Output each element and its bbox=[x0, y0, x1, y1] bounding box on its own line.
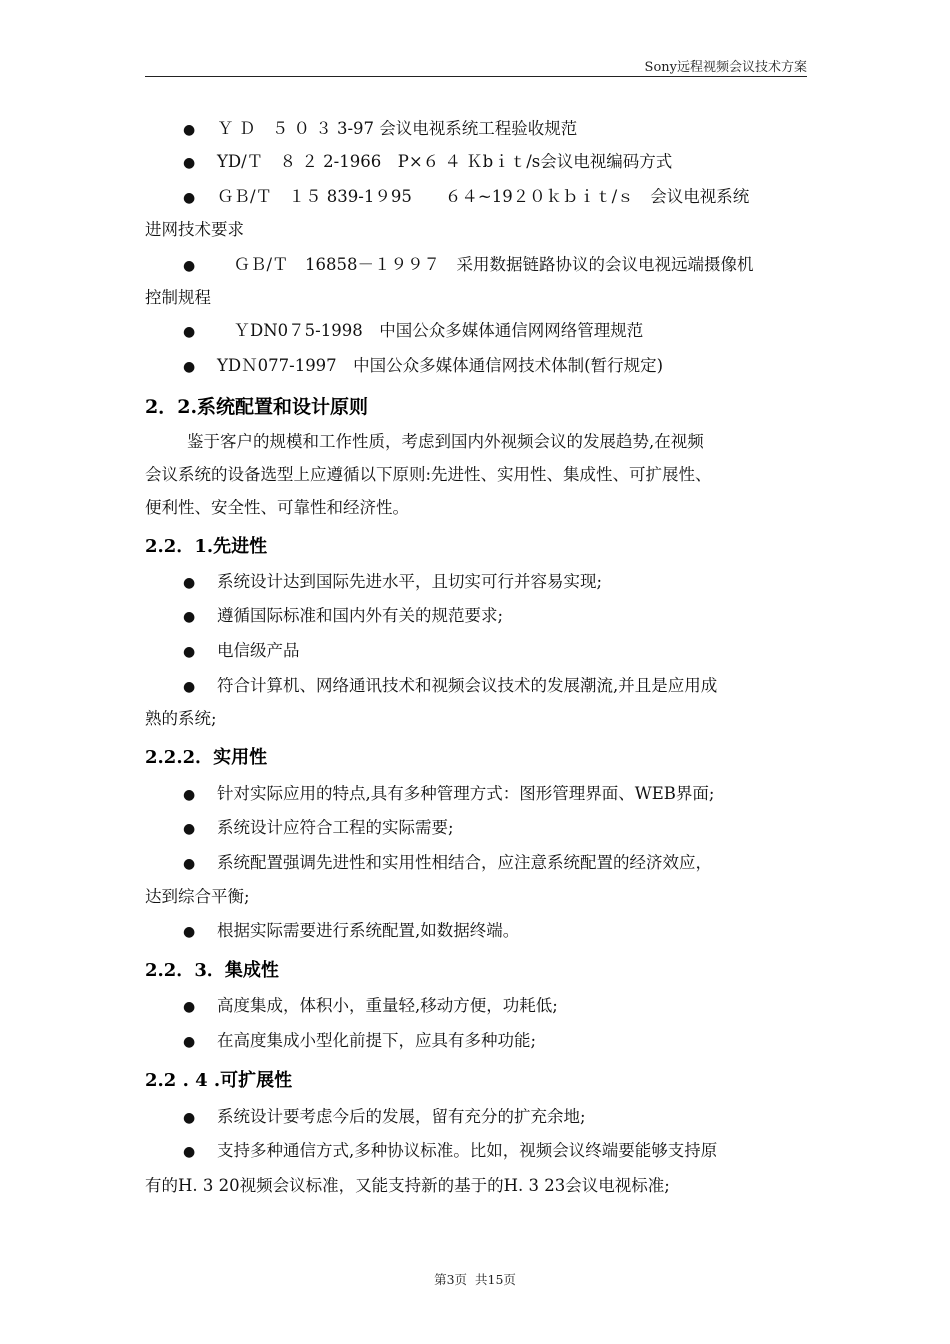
bullet-icon: ● bbox=[183, 324, 196, 340]
list-item bbox=[145, 852, 712, 875]
list-item bbox=[145, 1106, 586, 1129]
subsection-heading: 2.2.2．实用性 bbox=[145, 747, 268, 768]
list-item bbox=[145, 254, 754, 277]
bullet-icon: ● bbox=[183, 1034, 196, 1050]
list-item-text: ＹDN0７5-1998 中国公众多媒体通信网网络管理规范 bbox=[217, 321, 644, 340]
list-item-text: 符合计算机、网络通讯技术和视频会议技术的发展潮流,并且是应用成 bbox=[217, 676, 718, 695]
list-item-text: YDＮ077-1997 中国公众多媒体通信网技术体制(暂行规定) bbox=[217, 356, 664, 375]
list-item-continuation: 控制规程 bbox=[145, 288, 211, 307]
list-item bbox=[145, 320, 643, 343]
list-item-text: 高度集成，体积小，重量轻,移动方便，功耗低; bbox=[217, 996, 558, 1015]
page-number: 第3页 bbox=[434, 1272, 468, 1287]
paragraph-line: 会议系统的设备选型上应遵循以下原则:先进性、实用性、集成性、可扩展性、 bbox=[145, 465, 712, 484]
bullet-icon: ● bbox=[183, 1110, 196, 1126]
bullet-icon: ● bbox=[183, 787, 196, 803]
bullet-icon: ● bbox=[183, 644, 196, 660]
list-item-text: 支持多种通信方式,多种协议标准。比如，视频会议终端要能够支持原 bbox=[217, 1141, 718, 1160]
section-heading: 2．2.系统配置和设计原则 bbox=[145, 396, 369, 418]
list-item-text: YD/Ｔ ８ ２ 2-1966 P×６ ４ Ｋbｉｔ/s会议电视编码方式 bbox=[217, 152, 673, 171]
bullet-icon: ● bbox=[183, 122, 196, 138]
page-total: 共15页 bbox=[475, 1272, 516, 1287]
bullet-icon: ● bbox=[183, 821, 196, 837]
list-item bbox=[145, 995, 558, 1018]
list-item bbox=[145, 151, 672, 174]
list-item bbox=[145, 1030, 536, 1053]
bullet-icon: ● bbox=[183, 999, 196, 1015]
bullet-icon: ● bbox=[183, 924, 196, 940]
list-item bbox=[145, 920, 519, 943]
list-item bbox=[145, 605, 503, 628]
list-item-continuation: 达到综合平衡; bbox=[145, 887, 250, 906]
list-item bbox=[145, 783, 714, 806]
list-item-text: 遵循国际标准和国内外有关的规范要求; bbox=[217, 606, 504, 625]
bullet-icon: ● bbox=[183, 190, 196, 206]
list-item-text: ＧＢ/Ｔ 16858－１９９７ 采用数据链路协议的会议电视远端摄像机 bbox=[217, 255, 754, 274]
list-item-text: 系统设计达到国际先进水平，且切实可行并容易实现; bbox=[217, 572, 603, 591]
list-item bbox=[145, 571, 602, 594]
subsection-heading: 2.2．1.先进性 bbox=[145, 536, 268, 557]
page-header bbox=[145, 50, 807, 77]
page-footer bbox=[0, 1270, 950, 1288]
list-item-text: 系统设计应符合工程的实际需要; bbox=[217, 818, 454, 837]
list-item-text: 根据实际需要进行系统配置,如数据终端。 bbox=[217, 921, 520, 940]
list-item-text: 电信级产品 bbox=[217, 641, 300, 660]
list-item bbox=[145, 118, 577, 141]
subsection-heading: 2.2 . 4 .可扩展性 bbox=[145, 1070, 293, 1091]
list-item-text: 系统配置强调先进性和实用性相结合，应注意系统配置的经济效应， bbox=[217, 853, 712, 872]
subsection-heading: 2.2．3．集成性 bbox=[145, 960, 279, 981]
list-item bbox=[145, 186, 749, 209]
list-item bbox=[145, 1140, 717, 1163]
bullet-icon: ● bbox=[183, 575, 196, 591]
list-item bbox=[145, 640, 300, 663]
list-item-text: ＧＢ/Ｔ １５ 839-1９95 ６４~19２０ｋｂｉｔ/ｓ 会议电视系统 bbox=[217, 187, 750, 206]
list-item-continuation: 进网技术要求 bbox=[145, 220, 244, 239]
bullet-icon: ● bbox=[183, 359, 196, 375]
bullet-icon: ● bbox=[183, 609, 196, 625]
bullet-icon: ● bbox=[183, 155, 196, 171]
list-item-text: 针对实际应用的特点,具有多种管理方式：图形管理界面、WEB界面; bbox=[217, 784, 715, 803]
bullet-icon: ● bbox=[183, 1144, 196, 1160]
bullet-icon: ● bbox=[183, 258, 196, 274]
paragraph-line: 便利性、安全性、可靠性和经济性。 bbox=[145, 498, 409, 517]
list-item-text: Ｙ Ｄ ５ ０ ３ 3-97 会议电视系统工程验收规范 bbox=[217, 119, 578, 138]
list-item bbox=[145, 675, 717, 698]
list-item bbox=[145, 817, 454, 840]
paragraph-line: 鉴于客户的规模和工作性质，考虑到国内外视频会议的发展趋势,在视频 bbox=[187, 432, 704, 451]
list-item-text: 系统设计要考虑今后的发展，留有充分的扩充余地; bbox=[217, 1107, 586, 1126]
bullet-icon: ● bbox=[183, 856, 196, 872]
header-title: Sony远程视频会议技术方案 bbox=[644, 60, 807, 75]
list-item-continuation: 熟的系统; bbox=[145, 709, 217, 728]
list-item bbox=[145, 355, 663, 378]
list-item-text: 在高度集成小型化前提下，应具有多种功能; bbox=[217, 1031, 537, 1050]
bullet-icon: ● bbox=[183, 679, 196, 695]
list-item-continuation: 有的H. 3 20视频会议标准，又能支持新的基于的H. 3 23会议电视标准; bbox=[145, 1176, 670, 1195]
